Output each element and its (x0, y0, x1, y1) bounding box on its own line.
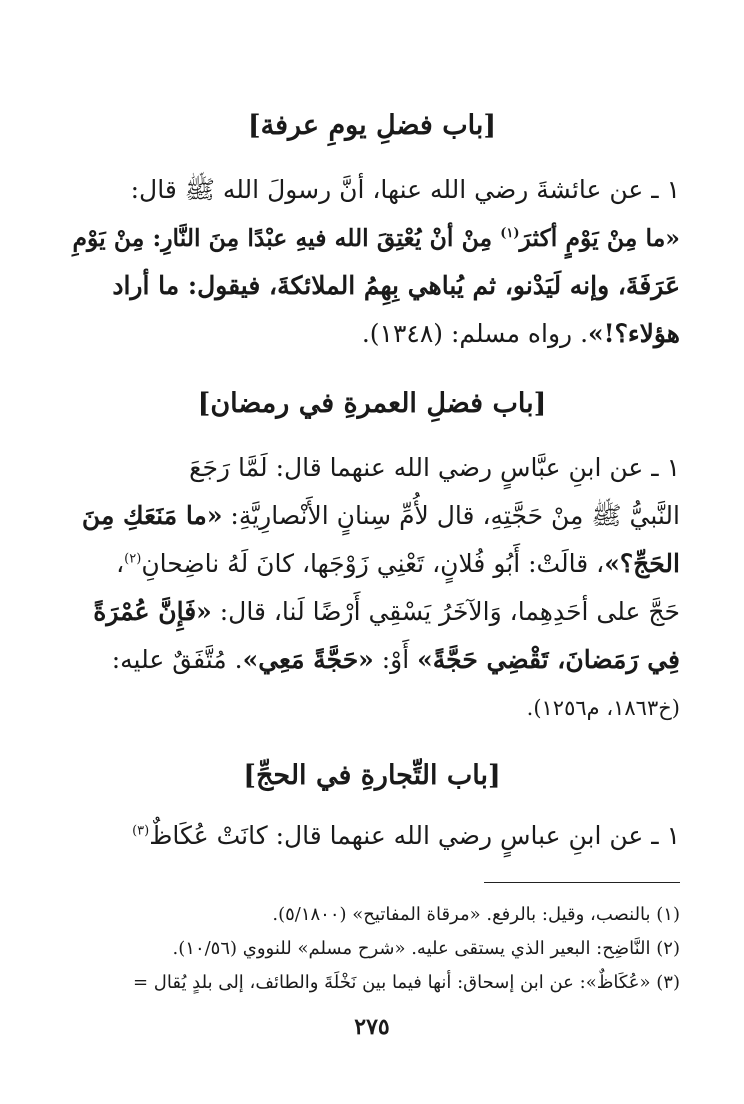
text-line: هؤلاء؟!». رواه مسلم: (١٣٤٨). (361, 319, 680, 348)
section-heading-trade: [باب التِّجارةِ في الحجِّ] (243, 760, 501, 791)
text-line: فِي رَمَضانَ، تَقْضِي حَجَّةً» أَوْ: «حَجَّةً مَعِي». مُتَّفَقٌ عليه: (111, 645, 680, 674)
section-heading-arafah: [باب فضلِ يومِ عرفة] (247, 110, 497, 141)
footnote-2: (٢) النَّاضِح: البعير الذي يستقى عليه. «شرح مسلم» للنووي (١٠/٥٦). (172, 938, 680, 959)
text-line: حَجَّ على أحَدِهِما، وَالآخَرُ يَسْقِي أَرْضًا لَنا، قال: «فَإِنَّ عُمْرَةً (93, 597, 680, 626)
hadith-umrah (70, 444, 680, 732)
section-heading-umrah: [باب فضلِ العمرةِ في رمضان] (197, 388, 547, 419)
footnote-divider (484, 882, 680, 883)
text-line: ١ ـ عن ابنِ عباسٍ رضي الله عنهما قال: كانَتْ عُكَاظٌ$^{(٣)}$ (132, 821, 680, 850)
text-line: الحَجِّ؟»، قالَتْ: أَبُو فُلانٍ، تَعْنِي زَوْجَها، كانَ لَهُ ناضِحانِ$^{(٢)}$، (116, 549, 680, 578)
footnote-ref[interactable]: (٢) (124, 551, 142, 567)
text-line: ١ ـ عن عائشةَ رضي الله عنها، أنَّ رسولَ الله ﷺ قال: (130, 175, 680, 204)
footnote-3: (٣) «عُكَاظٌ»: عن ابن إسحاق: أنها فيما بين نَخْلَةَ والطائف، إلى بلدٍ يُقال = (132, 972, 680, 993)
text-line: «ما مِنْ يَوْمٍ أكثرَ$^{(١)}$ مِنْ أنْ يُعْتِقَ الله فيهِ عبْدًا مِنَ النَّارِ: مِنْ يَوْمِ (72, 224, 680, 252)
text-line: عَرَفَةَ، وإنه لَيَدْنو، ثم يُباهي بِهِمُ الملائكةَ، فيقول: ما أراد (112, 271, 680, 300)
hadith-arafah (70, 166, 680, 358)
footnote-1: (١) بالنصب، وقيل: بالرفع. «مرقاة المفاتيح» (٥/١٨٠٠). (272, 904, 680, 925)
text-line: (خ١٨٦٣، م١٢٥٦). (526, 696, 680, 720)
hadith-trade (70, 812, 680, 860)
text-line: ١ ـ عن ابنِ عبَّاسٍ رضي الله عنهما قال: لَمَّا رَجَعَ (189, 453, 680, 482)
footnote-ref[interactable]: (١) (500, 226, 520, 242)
text-line: النَّبيُّ ﷺ مِنْ حَجَّتِهِ، قال لأُمِّ سِنانٍ الأَنْصارِيَّةِ: «ما مَنَعَكِ مِنَ (81, 501, 680, 530)
footnote-ref[interactable]: (٣) (132, 823, 150, 839)
page-number: ٢٧٥ (354, 1014, 390, 1040)
